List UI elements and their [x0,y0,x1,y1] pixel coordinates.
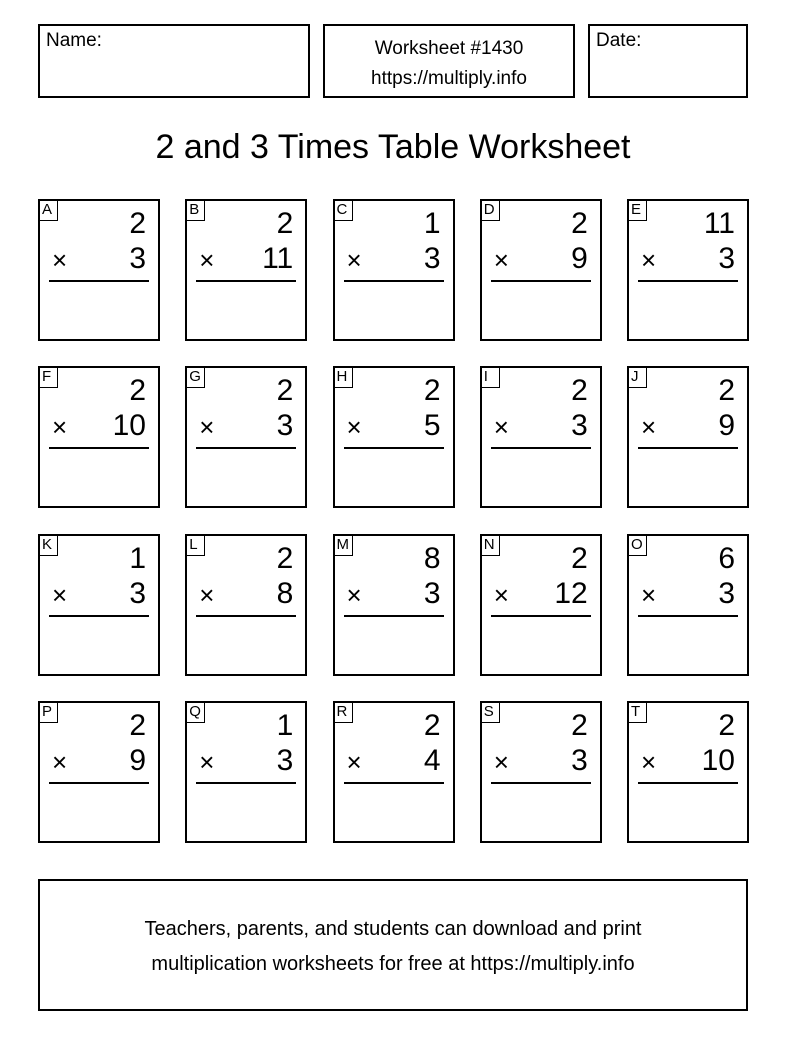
answer-line [49,782,149,784]
multiply-sign-icon: × [199,746,215,777]
multiply-sign-icon: × [493,579,509,610]
problem-card[interactable] [333,701,455,843]
multiply-sign-icon: × [52,245,68,275]
answer-line [344,782,444,784]
problem-letter: F [38,366,58,388]
problem-letter: E [627,199,647,221]
problem-top-number: 2 [276,374,294,408]
problem-card[interactable] [38,199,160,341]
problem-top-number: 2 [718,708,735,742]
problem-bottom-number: 3 [571,743,588,777]
problem-letter: H [333,366,353,388]
problem-bottom-number: 9 [129,743,146,777]
problem-card[interactable] [333,366,455,508]
multiply-sign-icon: × [641,579,657,610]
name-field-box[interactable] [38,24,310,98]
problem-letter: K [38,534,58,556]
answer-line [491,615,591,617]
problem-card[interactable] [627,701,749,843]
multiply-sign-icon: × [52,579,68,610]
problem-top-number: 2 [129,207,146,240]
problem-top-number: 2 [276,541,294,575]
problem-top-number: 1 [423,207,441,240]
problem-card[interactable] [38,701,160,843]
problem-top-number: 11 [703,207,735,240]
problem-top-number: 8 [423,541,441,575]
problem-top-number: 2 [276,207,294,240]
problem-card[interactable] [333,534,455,676]
problem-top-number: 6 [718,541,735,575]
footer-note [38,879,748,1011]
answer-line [344,280,444,282]
problem-letter: R [333,701,353,723]
problem-top-number: 1 [276,708,294,742]
problem-letter: O [627,534,647,556]
problem-letter: T [627,701,647,723]
worksheet-info-box [323,24,575,98]
page-title: 2 and 3 Times Table Worksheet [155,128,631,166]
answer-line [49,447,149,449]
problem-card[interactable] [480,366,602,508]
problem-grid [38,199,749,843]
multiply-sign-icon: × [641,412,657,443]
multiply-sign-icon: × [493,746,509,777]
answer-line [196,447,296,449]
problem-bottom-number: 3 [276,409,294,443]
problem-bottom-number: 11 [262,242,294,275]
problem-letter: J [627,366,647,388]
problem-letter: A [38,199,58,221]
problem-bottom-number: 8 [276,576,294,610]
worksheet-number: Worksheet #1430 [374,38,524,59]
answer-line [491,447,591,449]
problem-top-number: 2 [718,374,735,408]
answer-line [196,280,296,282]
problem-card[interactable] [480,701,602,843]
multiply-sign-icon: × [346,579,362,610]
answer-line [638,782,738,784]
problem-card[interactable] [185,366,307,508]
problem-bottom-number: 3 [718,576,735,610]
problem-bottom-number: 3 [129,576,146,610]
problem-bottom-number: 10 [112,409,146,443]
problem-bottom-number: 3 [571,409,588,443]
problem-card[interactable] [185,199,307,341]
problem-card[interactable] [627,199,749,341]
problem-letter: B [185,199,205,221]
answer-line [638,280,738,282]
worksheet-url: https://multiply.info [371,68,527,89]
multiply-sign-icon: × [346,412,362,443]
problem-card[interactable] [333,199,455,341]
problem-bottom-number: 10 [701,743,735,777]
footer-line-2: multiplication worksheets for free at https://multiply.info [151,953,635,975]
answer-line [491,782,591,784]
problem-card[interactable] [185,701,307,843]
problem-top-number: 1 [129,541,146,575]
answer-line [638,447,738,449]
problem-top-number: 2 [571,374,588,408]
problem-letter: S [480,701,500,723]
problem-letter: P [38,701,58,723]
multiply-sign-icon: × [199,579,215,610]
problem-letter: C [333,199,353,221]
answer-line [196,615,296,617]
problem-top-number: 2 [423,708,441,742]
multiply-sign-icon: × [346,245,362,275]
problem-card[interactable] [38,366,160,508]
problem-bottom-number: 3 [718,242,735,275]
problem-letter: I [480,366,500,388]
answer-line [344,615,444,617]
problem-letter: Q [185,701,205,723]
problem-top-number: 2 [571,207,588,240]
problem-bottom-number: 4 [423,743,441,777]
problem-bottom-number: 3 [423,576,441,610]
answer-line [49,615,149,617]
multiply-sign-icon: × [493,245,509,275]
answer-line [196,782,296,784]
multiply-sign-icon: × [641,746,657,777]
problem-card[interactable] [480,534,602,676]
date-field-box[interactable] [588,24,748,98]
problem-letter: N [480,534,500,556]
problem-letter: M [333,534,353,556]
problem-bottom-number: 5 [423,409,441,443]
multiply-sign-icon: × [346,746,362,777]
problem-letter: L [185,534,205,556]
problem-card[interactable] [38,534,160,676]
problem-bottom-number: 9 [718,409,735,443]
multiply-sign-icon: × [52,412,68,443]
problem-letter: G [185,366,205,388]
multiply-sign-icon: × [199,245,215,275]
problem-top-number: 2 [129,708,146,742]
problem-card[interactable] [185,534,307,676]
multiply-sign-icon: × [493,412,509,443]
multiply-sign-icon: × [52,746,68,777]
problem-card[interactable] [480,199,602,341]
answer-line [49,280,149,282]
name-label: Name: [46,30,102,51]
problem-card[interactable] [627,366,749,508]
problem-bottom-number: 3 [276,743,294,777]
problem-top-number: 2 [423,374,441,408]
problem-card[interactable] [627,534,749,676]
problem-letter: D [480,199,500,221]
problem-top-number: 2 [571,541,588,575]
footer-line-1: Teachers, parents, and students can download and print [144,918,642,940]
problem-bottom-number: 3 [129,242,146,275]
multiply-sign-icon: × [641,245,657,275]
answer-line [638,615,738,617]
problem-bottom-number: 9 [571,242,588,275]
multiply-sign-icon: × [199,412,215,443]
answer-line [491,280,591,282]
problem-top-number: 2 [571,708,588,742]
date-label: Date: [596,30,642,51]
problem-bottom-number: 3 [423,242,441,275]
problem-top-number: 2 [129,374,146,408]
problem-bottom-number: 12 [554,576,588,610]
answer-line [344,447,444,449]
